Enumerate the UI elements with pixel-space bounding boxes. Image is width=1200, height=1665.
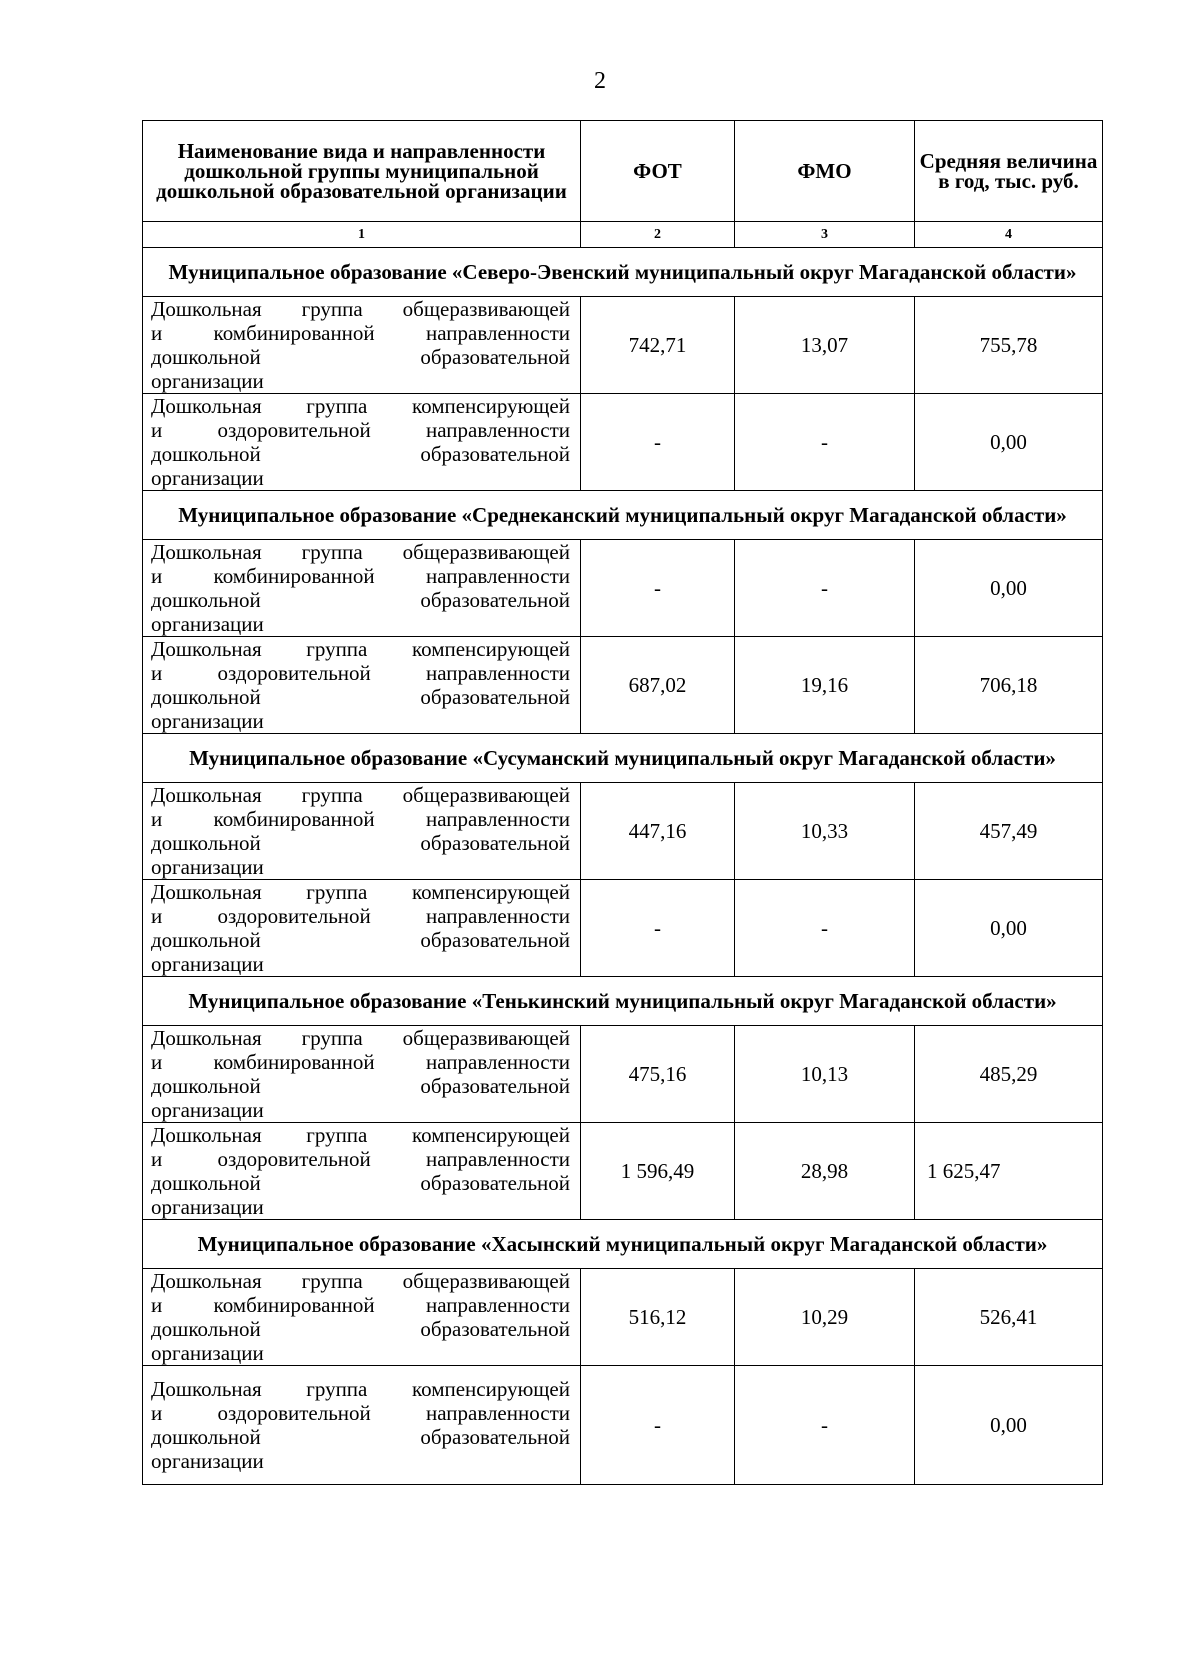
average-value: 485,29 [915,1026,1103,1123]
group-name-line: организации [151,709,264,733]
fot-value: - [581,880,735,977]
group-name-line: дошкольной образовательной [151,1171,570,1195]
group-name-line: и комбинированной направленности [151,1050,570,1074]
table-row [143,637,1103,734]
group-name [143,637,581,734]
average-value: 755,78 [915,297,1103,394]
group-name-line: дошкольной образовательной [151,831,570,855]
page-number: 2 [594,68,606,94]
municipality-row [143,977,1103,1026]
column-number: 4 [915,222,1103,248]
column-number-row [143,222,1103,248]
group-name [143,1026,581,1123]
group-name [143,297,581,394]
group-name-line: организации [151,855,264,879]
municipality-row [143,734,1103,783]
fot-value: - [581,394,735,491]
group-name-line: и комбинированной направленности [151,1293,570,1317]
group-name-line: и комбинированной направленности [151,321,570,345]
municipality-title: Муниципальное образование «Хасынский муниципальный округ Магаданской области» [143,1220,1103,1269]
group-name [143,783,581,880]
group-name-line: Дошкольная группа общеразвивающей [151,1026,570,1050]
group-name-line: Дошкольная группа компенсирующей [151,394,570,418]
group-name-line: Дошкольная группа компенсирующей [151,1123,570,1147]
fot-value: 475,16 [581,1026,735,1123]
municipality-row [143,491,1103,540]
group-name [143,1269,581,1366]
table-header-row [143,121,1103,222]
fmo-value: 10,29 [735,1269,915,1366]
group-name-line: Дошкольная группа общеразвивающей [151,297,570,321]
fot-value: 1 596,49 [581,1123,735,1220]
group-name [143,1366,581,1485]
municipality-row [143,1220,1103,1269]
group-name-line: организации [151,1449,264,1473]
group-name-line: дошкольной образовательной [151,588,570,612]
average-value: 1 625,47 [915,1123,1103,1220]
average-value: 457,49 [915,783,1103,880]
fot-value: 687,02 [581,637,735,734]
table-row [143,297,1103,394]
fot-value: - [581,1366,735,1485]
fmo-value: - [735,540,915,637]
table-body [143,248,1103,1485]
fmo-value: 10,33 [735,783,915,880]
group-name-line: Дошкольная группа компенсирующей [151,880,570,904]
table-row [143,540,1103,637]
table-row [143,394,1103,491]
column-number: 3 [735,222,915,248]
group-name-line: Дошкольная группа компенсирующей [151,1377,570,1401]
group-name-line: организации [151,1341,264,1365]
table-row [143,1026,1103,1123]
group-name-line: организации [151,952,264,976]
group-name-line: и оздоровительной направленности [151,904,570,928]
municipality-row [143,248,1103,297]
fmo-value: 13,07 [735,297,915,394]
column-number: 1 [143,222,581,248]
group-name-line: организации [151,466,264,490]
fmo-value: 19,16 [735,637,915,734]
fot-value: - [581,540,735,637]
header-average: Средняя величина в год, тыс. руб. [915,121,1103,222]
group-name-line: и оздоровительной направленности [151,418,570,442]
group-name-line: дошкольной образовательной [151,928,570,952]
table-row [143,783,1103,880]
fmo-value: - [735,1366,915,1485]
group-name-line: организации [151,369,264,393]
group-name [143,540,581,637]
average-value: 0,00 [915,394,1103,491]
group-name-line: и комбинированной направленности [151,564,570,588]
average-value: 526,41 [915,1269,1103,1366]
table-row [143,1123,1103,1220]
group-name-line: и оздоровительной направленности [151,1401,570,1425]
municipality-title: Муниципальное образование «Среднеканский муниципальный округ Магаданской области» [143,491,1103,540]
table-row [143,1366,1103,1485]
header-fot: ФОТ [581,121,735,222]
group-name-line: и комбинированной направленности [151,807,570,831]
fot-value: 742,71 [581,297,735,394]
municipality-title: Муниципальное образование «Сусуманский муниципальный округ Магаданской области» [143,734,1103,783]
group-name-line: Дошкольная группа общеразвивающей [151,783,570,807]
average-value: 706,18 [915,637,1103,734]
group-name [143,880,581,977]
cost-table [142,120,1103,1485]
table-row [143,880,1103,977]
average-value: 0,00 [915,1366,1103,1485]
table-row [143,1269,1103,1366]
group-name [143,394,581,491]
average-value: 0,00 [915,540,1103,637]
average-value: 0,00 [915,880,1103,977]
municipality-title: Муниципальное образование «Тенькинский муниципальный округ Магаданской области» [143,977,1103,1026]
fmo-value: 10,13 [735,1026,915,1123]
group-name-line: и оздоровительной направленности [151,661,570,685]
fot-value: 516,12 [581,1269,735,1366]
fmo-value: - [735,880,915,977]
header-fmo: ФМО [735,121,915,222]
group-name [143,1123,581,1220]
group-name-line: Дошкольная группа общеразвивающей [151,540,570,564]
fmo-value: 28,98 [735,1123,915,1220]
fmo-value: - [735,394,915,491]
fot-value: 447,16 [581,783,735,880]
group-name-line: дошкольной образовательной [151,1317,570,1341]
group-name-line: дошкольной образовательной [151,685,570,709]
column-number: 2 [581,222,735,248]
header-group-name: Наименование вида и направленности дошкольной группы муниципальной дошкольной образовательной организации [143,121,581,222]
group-name-line: Дошкольная группа компенсирующей [151,637,570,661]
group-name-line: Дошкольная группа общеразвивающей [151,1269,570,1293]
group-name-line: дошкольной образовательной [151,345,570,369]
group-name-line: дошкольной образовательной [151,442,570,466]
group-name-line: организации [151,1098,264,1122]
group-name-line: дошкольной образовательной [151,1425,570,1449]
group-name-line: и оздоровительной направленности [151,1147,570,1171]
group-name-line: организации [151,1195,264,1219]
group-name-line: дошкольной образовательной [151,1074,570,1098]
municipality-title: Муниципальное образование «Северо-Эвенский муниципальный округ Магаданской области» [143,248,1103,297]
group-name-line: организации [151,612,264,636]
